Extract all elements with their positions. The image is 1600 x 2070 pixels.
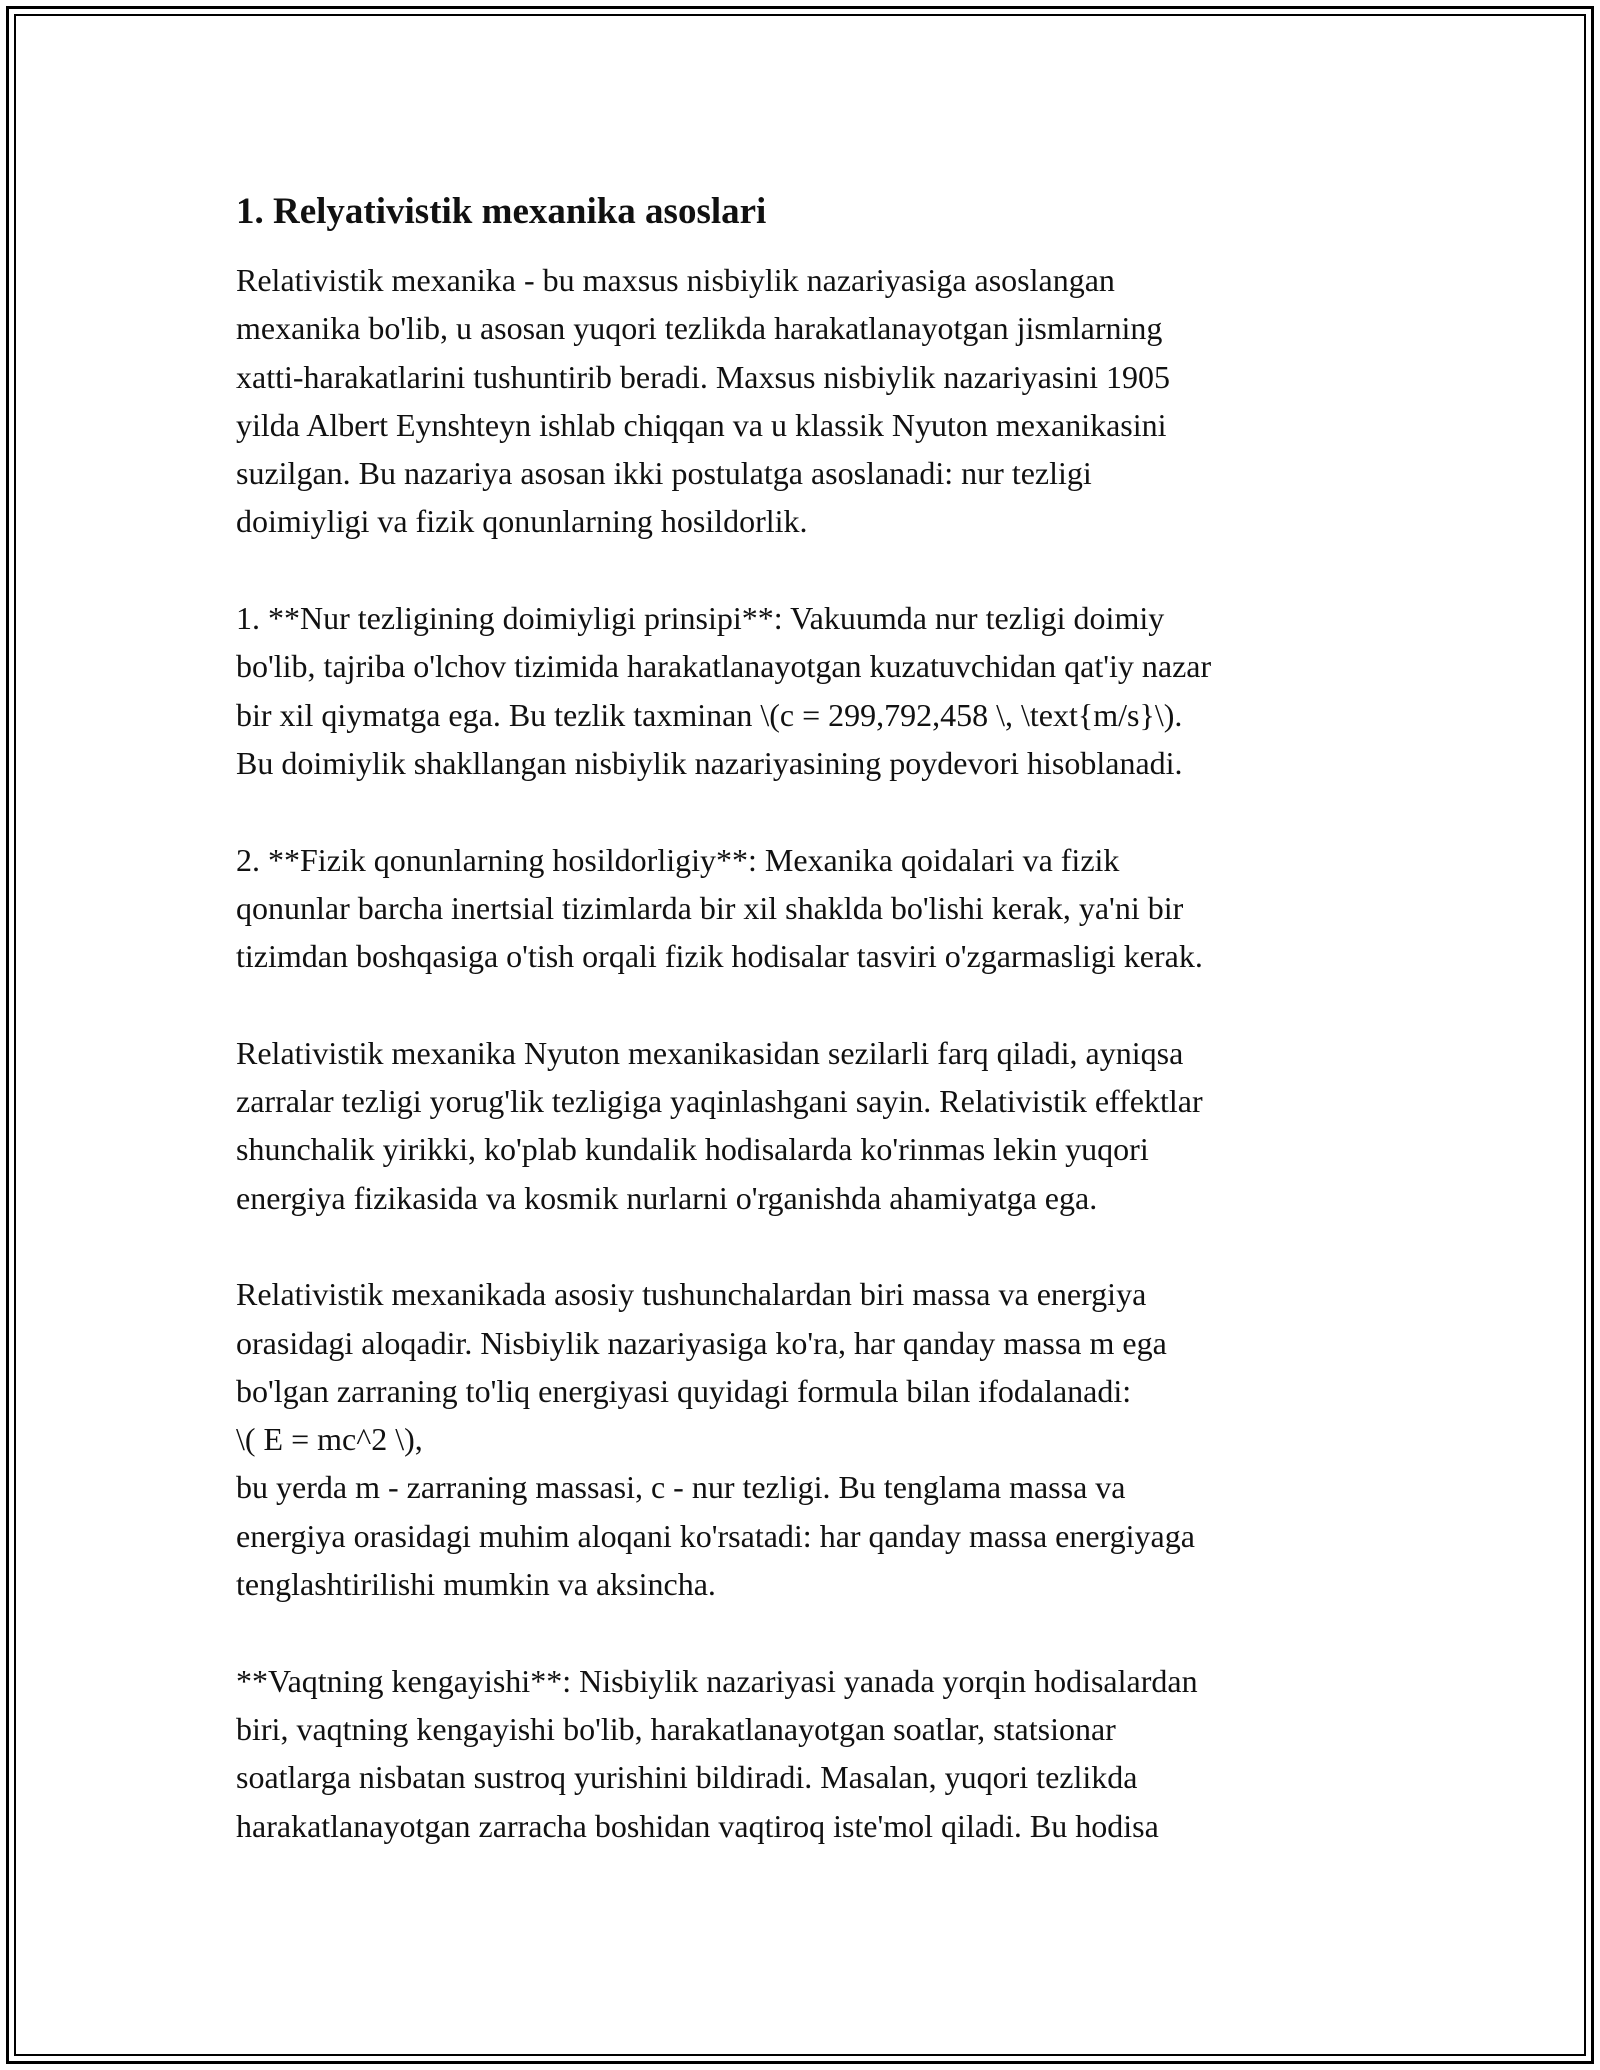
text-line: 2. **Fizik qonunlarning hosildorligiy**: Mexanika qoidalari va fizik — [236, 841, 1120, 878]
text-line: biri, vaqtning kengayishi bo'lib, harakatlanayotgan soatlar, statsionar — [236, 1710, 1116, 1747]
text-line: bu yerda m - zarraning massasi, c - nur tezligi. Bu tenglama massa va — [236, 1469, 1126, 1506]
text-line: bo'lgan zarraning to'liq energiyasi quyidagi formula bilan ifodalanadi: — [236, 1372, 1132, 1409]
section-title: 1. Relyativistik mexanika asoslari — [236, 191, 767, 232]
formula-line: \( E = mc^2 \), — [236, 1421, 423, 1458]
document-body — [236, 188, 1376, 1898]
text-line: Bu doimiylik shakllangan nisbiylik nazariyasining poydevori hisoblanadi. — [236, 744, 1183, 781]
text-line: shunchalik yirikki, ko'plab kundalik hodisalarda ko'rinmas lekin yuqori — [236, 1131, 1149, 1168]
text-line: suzilgan. Bu nazariya asosan ikki postulatga asoslanadi: nur tezligi — [236, 455, 1092, 492]
text-line: qonunlar barcha inertsial tizimlarda bir xil shaklda bo'lishi kerak, ya'ni bir — [236, 889, 1184, 926]
paragraph-postulate-1 — [236, 594, 1376, 787]
text-line: **Vaqtning kengayishi**: Nisbiylik nazariyasi yanada yorqin hodisalardan — [236, 1662, 1198, 1699]
text-line: energiya fizikasida va kosmik nurlarni o'rganishda ahamiyatga ega. — [236, 1179, 1098, 1216]
paragraph-time-dilation — [236, 1657, 1376, 1850]
text-line: tenglashtirilishi mumkin va aksincha. — [236, 1566, 716, 1603]
text-line: xatti-harakatlarini tushuntirib beradi. Maxsus nisbiylik nazariyasini 1905 — [236, 358, 1171, 395]
text-line: orasidagi aloqadir. Nisbiylik nazariyasiga ko'ra, har qanday massa m ega — [236, 1324, 1167, 1361]
text-line: Relativistik mexanikada asosiy tushunchalardan biri massa va energiya — [236, 1276, 1147, 1313]
text-line: Relativistik mexanika - bu maxsus nisbiylik nazariyasiga asoslangan — [236, 262, 1115, 298]
text-line: tizimdan boshqasiga o'tish orqali fizik hodisalar tasviri o'zgarmasligi kerak. — [236, 938, 1203, 975]
text-line: bir xil qiymatga ega. Bu tezlik taxminan \(c = 299,792,458 \, \text{m/s}\). — [236, 696, 1183, 733]
text-line: yilda Albert Eynshteyn ishlab chiqqan va u klassik Nyuton mexanikasini — [236, 406, 1167, 443]
text-line: harakatlanayotgan zarracha boshidan vaqtiroq iste'mol qiladi. Bu hodisa — [236, 1807, 1159, 1844]
paragraph-intro — [236, 256, 1376, 546]
text-line: Relativistik mexanika Nyuton mexanikasidan sezilarli farq qiladi, ayniqsa — [236, 1034, 1184, 1071]
paragraph-comparison — [236, 1029, 1376, 1222]
text-line: energiya orasidagi muhim aloqani ko'rsatadi: har qanday massa energiyaga — [236, 1517, 1195, 1554]
text-line: doimiyligi va fizik qonunlarning hosildorlik. — [236, 503, 808, 540]
paragraph-postulate-2 — [236, 836, 1376, 981]
text-line: soatlarga nisbatan sustroq yurishini bildiradi. Masalan, yuqori tezlikda — [236, 1759, 1138, 1796]
text-line: mexanika bo'lib, u asosan yuqori tezlikda harakatlanayotgan jismlarning — [236, 310, 1163, 347]
text-line: bo'lib, tajriba o'lchov tizimida harakatlanayotgan kuzatuvchidan qat'iy nazar — [236, 648, 1212, 685]
text-line: zarralar tezligi yorug'lik tezligiga yaqinlashgani sayin. Relativistik effektlar — [236, 1083, 1203, 1120]
text-line: 1. **Nur tezligining doimiyligi prinsipi**: Vakuumda nur tezligi doimiy — [236, 600, 1165, 637]
paragraph-mass-energy — [236, 1270, 1376, 1608]
